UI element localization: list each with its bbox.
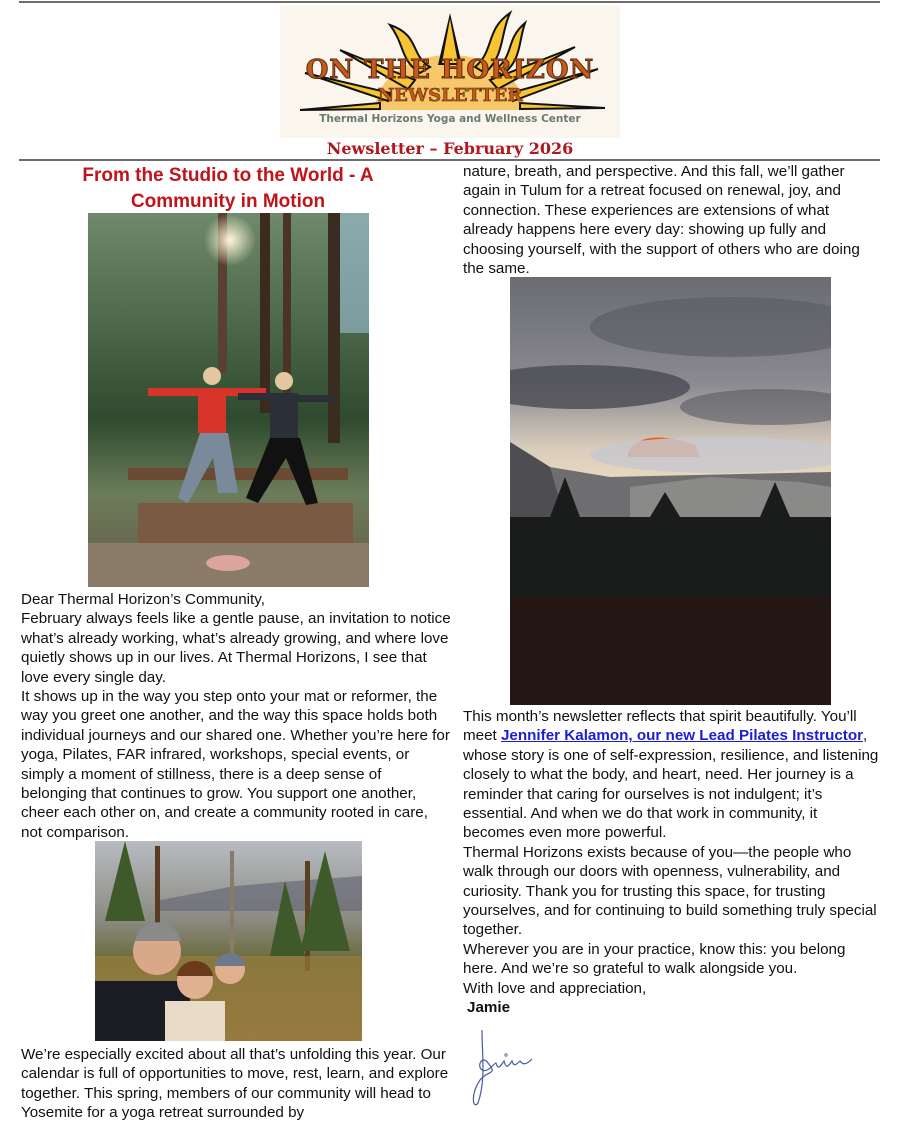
issue-label: Newsletter – February 2026: [326, 139, 574, 158]
left-column-intro: [21, 590, 451, 842]
paragraph: February always feels like a gentle pause, an invitation to notice what’s already working, what’s already growing, and where love quietly shows up in our lives. At Thermal Horizons, I see that love every single day.: [21, 610, 451, 686]
intro-text-continued: , whose story is one of self-expression, resilience, and listening closely to what the body, and heart, need. Her journey is a reminder that caring for ourselves is not indulgent; it’s essential. And when we do that work in community, it becomes even more powerful.: [463, 727, 879, 842]
logo-tagline: Thermal Horizons Yoga and Wellness Center: [319, 113, 581, 125]
paragraph: [463, 707, 883, 843]
header-divider: [19, 159, 880, 161]
half-dome-sunset-photo: [510, 277, 831, 705]
closing: With love and appreciation,: [463, 979, 647, 997]
forest-yoga-pose-photo: [88, 213, 369, 587]
right-column-bottom: [463, 707, 883, 1018]
paragraph: nature, breath, and perspective. And this fall, we’ll gather again in Tulum for a retreat focused on renewal, joy, and connection. These experiences are extensions of what already happens here every day: showing up fully and choosing yourself, with the support of others who are doing the same.: [463, 163, 860, 278]
paragraph: It shows up in the way you step onto your mat or reformer, the way you greet one another, and the way this space holds both individual journeys and our shared one. Whether you’re here for yoga, Pilates, FAR infrared, workshops, special events, or simply a moment of stillness, there is a deep sense of belonging that continues to grow. You support one another, cheer each other on, and create a community rooted in care, not comparison.: [21, 688, 450, 841]
headline-line-1: From the Studio to the World - A: [82, 165, 374, 186]
signoff-name: Jamie: [467, 999, 511, 1017]
paragraph: We’re especially excited about all that’s unfolding this year. Our calendar is full of opportunities to move, rest, learn, and explore together. This spring, members of our community will head to Yosemite for a yoga retreat surrounded by: [21, 1046, 449, 1122]
headline-line-2: Community in Motion: [130, 191, 326, 212]
group-selfie-photo: [95, 841, 362, 1041]
paragraph: Wherever you are in your practice, know this: you belong here. And we’re so grateful to walk alongside you.: [463, 940, 846, 978]
top-divider: [19, 1, 880, 3]
greeting: Dear Thermal Horizon’s Community,: [21, 591, 265, 608]
paragraph: Thermal Horizons exists because of you—the people who walk through our doors with openness, vulnerability, and curiosity. Thank you for trusting this space, for trusting yourselves, and for continuing to build something truly special together.: [463, 843, 877, 939]
article-headline: [28, 163, 428, 215]
jennifer-kalamon-profile-link[interactable]: Jennifer Kalamon, our new Lead Pilates Instructor: [500, 727, 864, 745]
logo-title: ON THE HORIZON: [305, 55, 595, 85]
logo-subtitle: NEWSLETTER: [377, 85, 523, 106]
intro-text: This month’s newsletter reflects that spirit beautifully. You’ll meet: [463, 708, 857, 745]
left-column-continued: [21, 1045, 451, 1122]
right-column-top: [463, 162, 883, 278]
newsletter-logo: [280, 5, 620, 138]
handwritten-signature: [468, 1025, 558, 1110]
